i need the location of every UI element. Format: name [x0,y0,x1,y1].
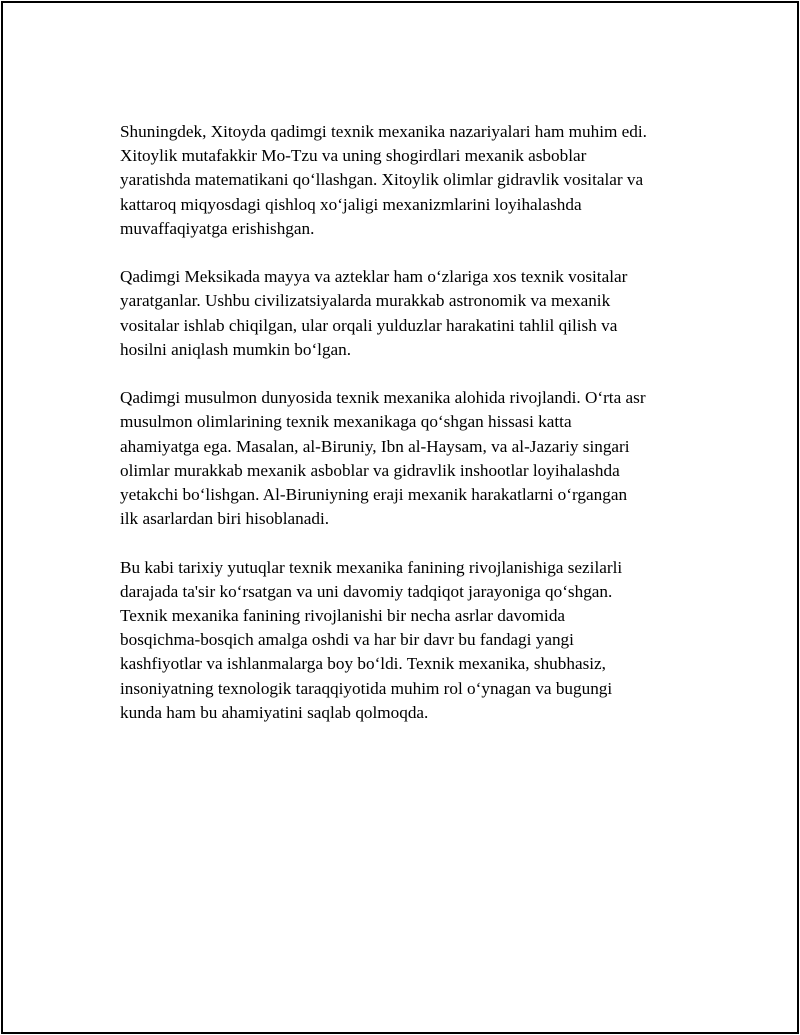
text-line: olimlar murakkab mexanik asboblar va gidravlik inshootlar loyihalashda [120,460,620,480]
paragraph-conclusion [120,556,695,725]
text-line: Bu kabi tarixiy yutuqlar texnik mexanika fanining rivojlanishiga sezilarli [120,557,623,577]
paragraph-china [120,120,695,241]
text-line: ilk asarlardan biri hisoblanadi. [120,509,330,529]
text-line: musulmon olimlarining texnik mexanikaga qo‘shgan hissasi katta [120,412,572,432]
text-line: insoniyatning texnologik taraqqiyotida muhim rol o‘ynagan va bugungi [120,678,613,698]
text-line: yetakchi bo‘lishgan. Al-Biruniyning eraji mexanik harakatlarni o‘rgangan [120,485,628,505]
text-line: ahamiyatga ega. Masalan, al-Biruniy, Ibn al-Haysam, va al-Jazariy singari [120,436,630,456]
text-line: kattaroq miqyosdagi qishloq xo‘jaligi mexanizmlarini loyihalashda [120,194,582,214]
document-body [120,120,695,749]
text-line: Xitoylik mutafakkir Mo-Tzu va uning shogirdlari mexanik asboblar [120,146,587,166]
text-line: vositalar ishlab chiqilgan, ular orqali yulduzlar harakatini tahlil qilish va [120,315,618,335]
text-line: hosilni aniqlash mumkin bo‘lgan. [120,339,352,359]
paragraph-muslim-world [120,386,695,531]
text-line: kunda ham bu ahamiyatini saqlab qolmoqda. [120,702,429,722]
text-line: kashfiyotlar va ishlanmalarga boy bo‘ldi. Texnik mexanika, shubhasiz, [120,654,606,674]
text-line: Shuningdek, Xitoyda qadimgi texnik mexanika nazariyalari ham muhim edi. [120,122,647,141]
text-line: yaratishda matematikani qo‘llashgan. Xitoylik olimlar gidravlik vositalar va [120,170,644,190]
document-page [1,1,799,1034]
text-line: bosqichma-bosqich amalga oshdi va har bir davr bu fandagi yangi [120,630,574,650]
text-line: yaratganlar. Ushbu civilizatsiyalarda murakkab astronomik va mexanik [120,291,611,311]
text-line: muvaffaqiyatga erishishgan. [120,218,315,238]
paragraph-mexico [120,265,695,362]
text-line: darajada ta'sir ko‘rsatgan va uni davomiy tadqiqot jarayoniga qo‘shgan. [120,581,613,601]
text-line: Qadimgi musulmon dunyosida texnik mexanika alohida rivojlandi. O‘rta asr [120,388,646,408]
text-line: Texnik mexanika fanining rivojlanishi bir necha asrlar davomida [120,606,566,626]
text-line: Qadimgi Meksikada mayya va azteklar ham o‘zlariga xos texnik vositalar [120,267,628,287]
